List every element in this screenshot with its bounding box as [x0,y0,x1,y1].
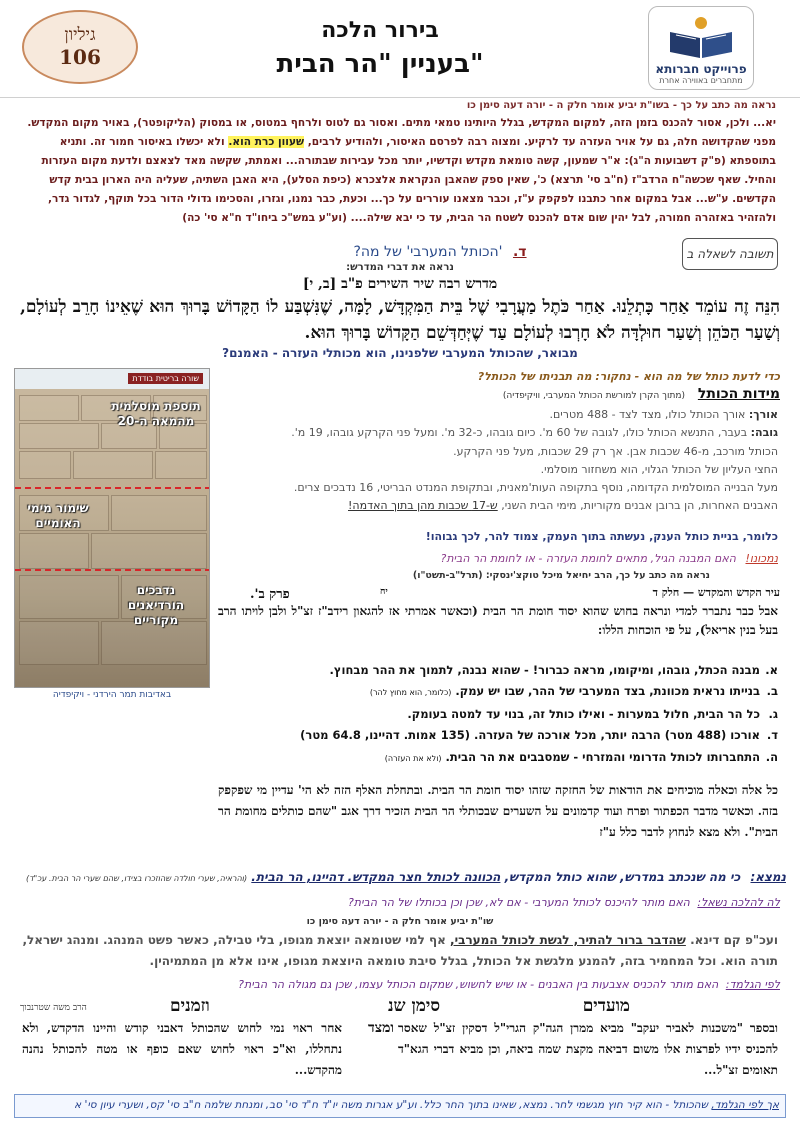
ruling-source: שו"ת יביע אומר חלק ה - יורה דעה סימן כו [306,916,494,927]
list-item: א.מבנה הכתל, גובהו, ומיקומו, מראה כברור! - שהוא נבנה, לתמוך את ההר מבחוץ. [329,663,778,677]
midrash-source: מדרש רבה שיר השירים פ"ב [ב, י] [302,276,498,292]
sub-heading-question: האם המבנה הגיל, מתאים לחומת העזרה - או לחומת הר הבית? [440,552,736,565]
open-book-icon [666,14,736,62]
measure-heading-title: מידות הכותל [697,386,780,402]
column-left: אחר ראוי נמי לחוש שהכותל דאבני קודש והיינו הדקדש, ולא נתחללו, וא"כ ראוי לחוש שאם כופף או מטה להכותל נהנה מהקדש... [22,1021,342,1077]
columns-header [20,996,780,1020]
measure-line-4: החצי העליון של הכותל הגלוי, הוא משחזור מוסלמי. [540,462,778,476]
section-letter: ד. [512,244,527,260]
issue-badge [22,10,138,84]
midrash-explanation: מבואר, שהכותל המערבי שלפנינו, הוא מכותלי העזרה - האמנם? [222,346,578,360]
practical-q-text: האם מותר להיכנס לכותל המערבי - אם לא, שכן וכן בכותלו של הר הבית? [347,896,690,909]
footer-note: אך לפי הגלמד, שהכותל - הוא קיר חוץ מגשמי לחר. נמצא, שאינו בתוך החר כלל. וע"ע אגרות משה יו"ד ח"ד סי' סב, ומנחת שלמה ח"ב סי' קס, ושערי עיון סי' א [14,1094,786,1118]
photo-label-bottom: נדבכים הורדיאנים מקוריים [127,583,185,627]
header [0,0,800,98]
list-item: ד.אורכו (488 מטר) הרבה יותר, מכל אורכה של העזרה. (135 אמות. דהיינו, 64.8 מטר) [300,728,778,743]
practical-question [100,896,780,909]
summary-underline: הכוונה לכותל חצר המקדש. דהיינו, הר הבית. [251,870,501,884]
sub-source: נראה מה כתב על כך, הרב יחיאל מיכל טוקצ'ינסקי: (תרל"ב-תשט"ו) [412,570,710,581]
qa-tag: תשובה לשאלה ב [682,238,778,270]
logo [648,6,754,90]
proof-list [218,660,778,769]
issue-label: גיליון [64,25,96,45]
practical-q-tag: לה להלכה נשאל: [697,896,780,909]
intro-paragraph [24,114,776,228]
measure-heading-source: (מתוך הקרן למורשת הכותל המערבי, וויקיפדיה) [502,391,685,401]
book-title: עיר הקדש והמקדש — חלק ד [652,586,780,599]
measure-heading [420,386,780,402]
col-head-mid: סימן שנ [387,996,440,1016]
summary-text: כי מה שנכתב במדרש, שהוא כותל המקדש, [504,870,741,884]
logo-tagline: מתחברים באווירה אחרת [659,76,743,85]
sub-heading-tag: נמכונו! [745,552,778,565]
logo-name: פרוייקט חברותא [655,62,747,76]
measure-height: גובה: בעבר, התנשא הכותל כולו, לגובה של 60 מ'. כיום גובהו, כ-32 מ'. ומעל פני הקרקע גובהו, 19 מ'. [291,426,778,440]
issue-number: 106 [59,45,101,69]
intro-highlight: שעוון כרת הוא. [228,136,305,148]
title-line-1: בירור הלכה [321,18,439,43]
summary-note: (והראיה, שערי חולדה שהוזכרו בצידו, שהם שערי הר הבית. עכ"ד) [25,874,248,883]
book-chapter: פרק ב'. [250,587,290,602]
midrash-text: הִנֵּה זֶה עוֹמֵד אַחַר כָּתְלֵנוּ. אַחַר כֹּתֶל מַעֲרָבִי שֶׁל בֵּית הַמִּקְדָּשׁ, לָמָּה, שֶׁנִּשְׁבַּע לוֹ הַקָּדוֹשׁ בָּרוּךְ הוּא שֶׁאֵינוֹ חָרֵב לְעוֹלָם, וְשַׁעַר הַכֹּהֵן וְשַׁעַר חוּלְדָּה לֹא חָרְבוּ לְעוֹלָם עַד שֶׁיְּחַדְּשֵׁם הַקָּדוֹשׁ בָּרוּךְ הוּא. [20,297,780,343]
section-d-heading [240,244,640,260]
summary [14,870,786,884]
column-right: ובספר "משכנות לאביר יעקב" מביא ממרן הגה"ק הגרי"ל דסקין זצ"ל שאסר להכניס ידיו לפרצות אלו משום דביאה מקצת שמה ביאה, וכן מביא דברי הגא"ד תאומים זצ"ל... [398,1021,778,1077]
see-midrash-note: נראה את דברי המדרש: [346,262,454,273]
sub-heading [218,552,778,565]
photo-top-caption: שורה בריטית בודדת [128,373,203,384]
photo-label-top: תוספת מוסלמית מהמאה ה-20 [111,399,201,428]
photo-label-mid: שימור מימי האומיים [27,501,89,530]
col-head-left: וזמנים [170,996,210,1016]
list-item: ב.בנייתו נראית מכוונת, בצד המערבי של ההר, שבו יש עמק. (כלומר, הוא מחוץ להר) [369,684,778,699]
measure-line-3: הכותל מורכב, מ-46 שכבות אבן. אך רק 29 שכבות, מעל פני הקרקע. [453,444,778,458]
intro-text-2: מפני שהקדושה חלה, גם על אויר העזרה עד לרקיע. ומצוה רבה לפרסם האיסור, ולהודיע לרבים, [307,136,776,148]
measure-line-5: מעל הבנייה המוסלמית הקדומה, נוסף בתקופה העות'מאנית, ובתקופת המנדט הבריטי, 16 נדבכים צרים. [293,481,778,495]
title-line-2: בעניין "הר הבית" [276,49,484,79]
col-head-author: הרב משה שטרנבוך [20,1003,87,1013]
list-item: ה.התחברותו לכותל הדרומי והמזרחי - שמסבבים את הר הבית. (ולא את העזרה) [384,749,778,764]
col-head-right: מועדים [582,996,630,1016]
book-body: אבל כבר נתברר למדי ונראה בחוש שהוא יסוד חומת הר הבית (וכאשר אמרתי אז להגאון רידב"ז זצ"ל ולבן לויתו הרב בעל בנין אריאל), על פי הוכחות הללו: [218,604,779,637]
photo-credit: באדיבות תמר הירדני - ויקיפדיה [52,690,172,700]
intro-text-1: יא... ולכן, אסור להכנס בזמן הזה, למקום המקדש, בגלל היותינו טמאי מתים. ואסור גם לטוס ולרחף במטוס, או במסוק (הליקופטר), באויר מקום המקדש. [27,117,776,129]
practical-a-tag: לפי הגלמד: [725,978,780,991]
western-wall-photo [14,368,210,688]
intro-text-3: ולא יכשלו באיסור חמור זה. ותניא בתוספתא (פ"ק דשבועות ה"ג): א"ר שמעון, קשה טומאת מקדש וקדשיו, יותר מכל עבירות שבתורה... ואמתת, שקשה מאד לצאצם ולדעת מקום העזרות והחיל. שאף שכשה"ח הרדב"ז (ח"ב סי' תרצא) כ', שאין ספק שהאבן הנקראת אלצכרא (כיפת הסלע), היא האבן השתיה, שעליה היה הארון בבית קדש הקדשים. ע"ש... אבל במקום אחר כתבנו לפקפק ע"ז, וכבר מצאנו עוררים על כך... וכעת, כבר נמנו, וגזרו, והסכימו גדולי הדור בכל תוקף, לגדור גדר, ולהזהיר באזהרה חמורה, לבל יהין שום אדם להכנס לשטח הר הבית, עד כי יבא שילה.... (וע"ע במש"כ ביחו"ד ח"א סי' כה) [41,136,776,224]
measure-line-6: האבנים האחרות, הן ברובן אבנים מקוריות, מימי הבית השני, ש-17 שכבות מהן בתוך האדמה! [348,499,778,513]
measure-question: כדי לדעת כותל של מה הוא - נחקור: מה תבניתו של הכותל? [477,370,780,383]
practical-a-text: האם מותר להכניס אצבעות בין האבנים - או שיש לחשוש, שמקום הכותל עצמו, שכן גם מגולה הר הבית? [238,978,719,991]
measure-length: אורך: אורך הכותל כולו, מצד לצד - 488 מטרים. [549,408,778,421]
summary-tag: נמצא: [750,870,786,884]
page-title [180,18,580,79]
ruling: ועכ"פ קם דינא. שהדבר ברור להתיר, לגשת לכותל המערבי, אף למי שטומאה יוצאת מגופו, בלי טבילה, כאשר פשט המנהג. ומנהג ישראל, תורה הוא. וכל המחמיר בזה, להמנע מלגשת אל הכותל, בגלל סיבת טומאה היוצאת מגופו, אינו אלא מן המתמיהין. [22,933,778,968]
list-item: ג.כל הר הבית, חלול במערות - ואילו כותל זה, בנוי עד למטה בעומק. [407,706,778,721]
practical-answer [60,978,780,991]
book-page: יח [380,587,388,597]
photo-divider-1 [15,487,210,489]
section-question: 'הכותל המערבי' של מה? [353,244,503,260]
intro-source-note: נראה מה כתב על כך - בשו"ת יביע אומר חלק ה - יורה דעה סימן כו [466,100,776,111]
book-tail: כל אלה וכאלה מוכיחים את הודאות של החזקה שזהו יסוד חומת הר הבית. ובתחלת האלף הזה לא הי' עדיין מי שפקפק בזה. וכאשר מדבר הכפתור ופרח ועוד קדמונים על השערים שבכותלי הר הבית הזכיר דרך אגב "שהם כותלים מחומת הר הבית". ולא מצא לנחוץ לדבר כלל ע"ז [218,783,778,839]
column-mid-head: ומצד [368,1020,394,1036]
photo-divider-2 [15,569,210,571]
measure-conclusion: כלומר, בניית כותל הענק, נעשתה בתוך העמק, צמוד להר, לכך גבוהו! [425,530,778,543]
measure-list [218,406,778,516]
